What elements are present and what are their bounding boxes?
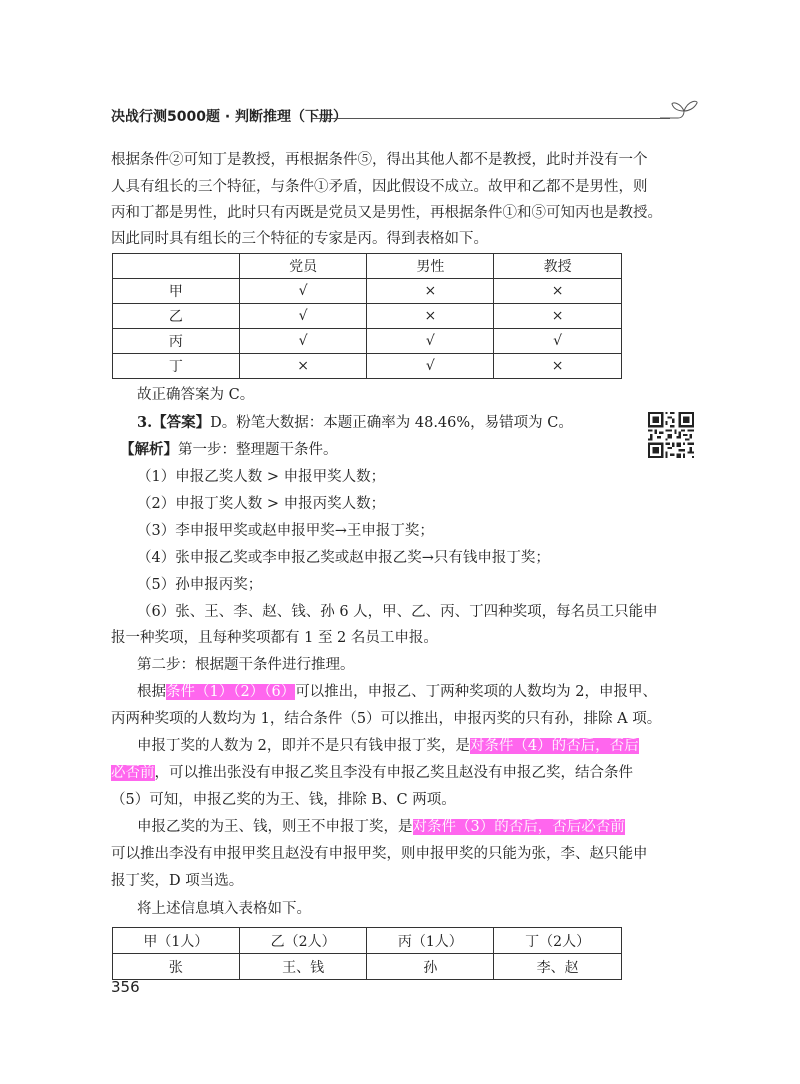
condition-line-2: （2）申报丁奖人数 > 申报丙奖人数； [137,496,386,512]
analysis-line [120,440,338,460]
answer-label: 3.【答案】 [137,414,211,431]
table-cell: √ [367,329,494,354]
condition-line-5: （5）孙申报丙奖； [137,577,263,593]
text-span: 根据 [137,684,166,700]
table-cell: 张 [113,954,240,980]
answer-text: D。粉笔大数据：本题正确率为 48.46%，易错项为 C。 [210,415,573,431]
attribute-table [112,253,622,379]
highlight-span: 对条件（4）的否后，否后 [469,738,639,754]
table-cell: × [239,354,367,379]
reasoning-3-line-1 [137,817,625,837]
table-row [113,329,622,354]
condition-line-6: （6）张、王、李、赵、钱、孙 6 人，甲、乙、丙、丁四种奖项，每名员工只能申 [137,604,658,620]
reasoning-2-line-2 [111,763,633,783]
table-header-cell: 甲（1人） [113,928,240,954]
table-header-cell [113,254,240,279]
table-row [113,304,622,329]
condition-line-3: （3）李申报甲奖或赵申报甲奖→王申报丁奖； [137,523,434,539]
table-cell: 孙 [367,954,494,980]
table-header-cell: 乙（2人） [239,928,367,954]
step2-line: 第二步：根据题干条件进行推理。 [137,657,355,673]
intro-line-4: 因此同时具有组长的三个特征的专家是丙。得到表格如下。 [111,231,488,247]
table-cell: √ [239,279,367,304]
table-cell: √ [239,304,367,329]
highlight-span: 对条件（3）的否后，否后必否前 [412,819,625,835]
table-cell: × [367,304,494,329]
table-header-cell: 男性 [367,254,494,279]
condition-line-1: （1）申报乙奖人数 > 申报甲奖人数； [137,469,386,485]
condition-line-4: （4）张申报乙奖或李申报乙奖或赵申报乙奖→只有钱申报丁奖； [137,550,550,566]
highlight-span: 条件（1）（2）（6） [166,684,296,700]
intro-line-3: 丙和丁都是男性，此时只有丙既是党员又是男性，再根据条件①和⑤可知丙也是教授。 [111,205,662,221]
table-row [113,279,622,304]
table-cell: 丁 [113,354,240,379]
sprout-icon [660,96,700,122]
fill-table-line: 将上述信息填入表格如下。 [137,901,311,917]
table-header-cell: 丁（2人） [494,928,622,954]
reasoning-1-line-2: 丙两种奖项的人数均为 1，结合条件（5）可以推出，申报丙奖的只有孙，排除 A 项。 [111,711,662,727]
table-cell: √ [239,329,367,354]
text-span: 申报乙奖的为王、钱，则王不申报丁奖，是 [137,819,413,835]
table-cell: 李、赵 [494,954,622,980]
table-cell: √ [494,329,622,354]
condition-line-7: 报一种奖项，且每种奖项都有 1 至 2 名员工申报。 [111,630,438,646]
table-header-cell: 教授 [494,254,622,279]
text-span: ，可以推出张没有申报乙奖且李没有申报乙奖且赵没有申报乙奖，结合条件 [154,765,633,781]
table-row [113,354,622,379]
table-cell: × [494,304,622,329]
table-cell: 丙 [113,329,240,354]
reasoning-2-line-1 [137,736,639,756]
highlight-span: 必否前 [111,765,155,781]
table-cell: × [367,279,494,304]
reasoning-3-line-3: 报丁奖，D 项当选。 [111,873,244,889]
text-span: 申报丁奖的人数为 2，即并不是只有钱申报丁奖，是 [137,738,470,754]
analysis-text: 第一步：整理题干条件。 [178,442,338,458]
table-cell: 乙 [113,304,240,329]
analysis-label: 【解析】 [120,441,178,458]
book-header-title: 决战行测5000题 · 判断推理（下册） [111,109,348,125]
intro-line-2: 人具有组长的三个特征，与条件①矛盾，因此假设不成立。故甲和乙都不是男性，则 [111,179,648,195]
table-cell: 甲 [113,279,240,304]
q3-answer-line [137,413,573,433]
award-table [112,927,622,980]
page-number: 356 [111,978,140,996]
table-cell: 王、钱 [239,954,367,980]
table-row [113,954,622,980]
table-header-row [113,928,622,954]
answer-line: 故正确答案为 C。 [137,387,255,403]
reasoning-1-line-1 [137,682,657,702]
reasoning-3-line-2: 可以推出李没有申报甲奖且赵没有申报甲奖，则申报甲奖的只能为张，李、赵只能申 [111,846,648,862]
intro-line-1: 根据条件②可知丁是教授，再根据条件⑤，得出其他人都不是教授，此时并没有一个 [111,152,648,168]
table-cell: × [494,279,622,304]
table-cell: √ [367,354,494,379]
text-span: 可以推出，申报乙、丁两种奖项的人数均为 2，申报甲、 [295,684,658,700]
header-rule [312,118,670,119]
table-header-cell: 丙（1人） [367,928,494,954]
qr-code-icon[interactable] [648,412,694,458]
table-header-cell: 党员 [239,254,367,279]
table-header-row [113,254,622,279]
table-cell: × [494,354,622,379]
reasoning-2-line-3: （5）可知，申报乙奖的为王、钱，排除 B、C 两项。 [111,792,456,808]
